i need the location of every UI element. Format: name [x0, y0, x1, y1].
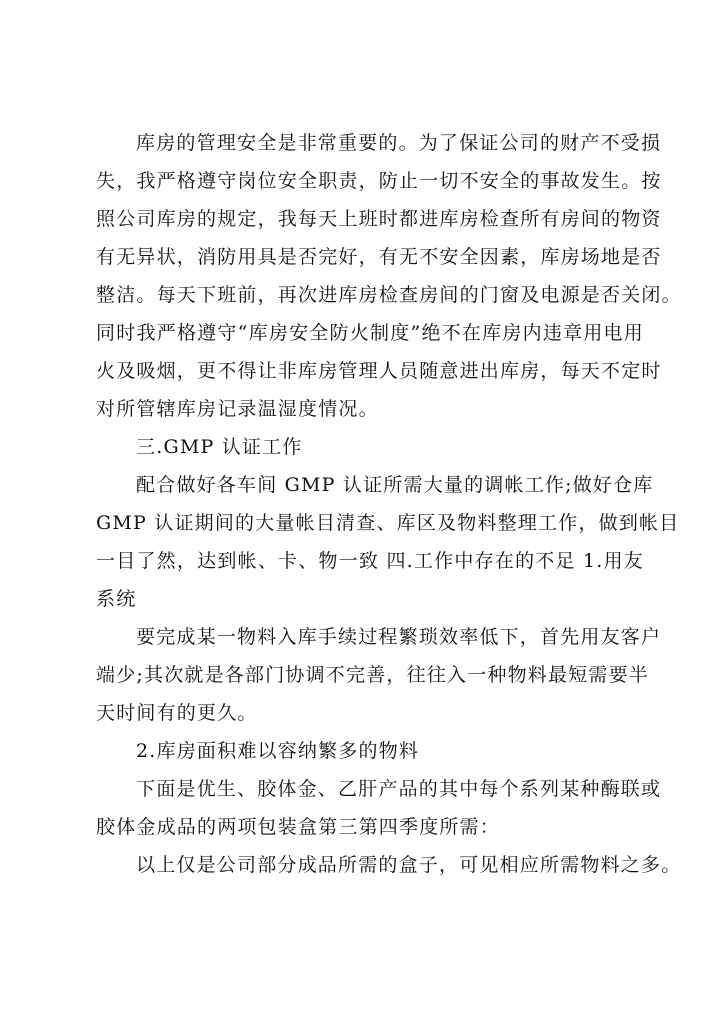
text-line: 火及吸烟，更不得让非库房管理人员随意进出库房，每天不定时 — [96, 360, 662, 382]
section-heading: 三.GMP 认证工作 — [136, 436, 303, 458]
section-heading: 2.库房面积难以容纳繁多的物料 — [136, 740, 420, 762]
text-line: GMP 认证期间的大量帐目清查、库区及物料整理工作，做到帐目 — [96, 512, 680, 534]
text-line: 有无异状，消防用具是否完好，有无不安全因素，库房场地是否 — [96, 246, 662, 268]
text-line: 配合做好各车间 GMP 认证所需大量的调帐工作;做好仓库 — [136, 474, 654, 496]
text-line: 失，我严格遵守岗位安全职责，防止一切不安全的事故发生。按 — [96, 170, 662, 192]
text-line: 天时间有的更久。 — [96, 702, 258, 724]
text-line: 对所管辖库房记录温湿度情况。 — [96, 398, 379, 420]
text-line: 一目了然，达到帐、卡、物一致 四.工作中存在的不足 1.用友 — [96, 550, 644, 572]
text-line: 系统 — [96, 588, 137, 610]
text-line: 下面是优生、胶体金、乙肝产品的其中每个系列某种酶联或 — [136, 778, 662, 800]
text-line: 端少;其次就是各部门协调不完善，往往入一种物料最短需要半 — [96, 664, 650, 686]
text-line: 照公司库房的规定，我每天上班时都进库房检查所有房间的物资 — [96, 208, 662, 230]
text-line: 整洁。每天下班前，再次进库房检查房间的门窗及电源是否关闭。 — [96, 284, 682, 306]
text-line: 同时我严格遵守“库房安全防火制度”绝不在库房内违章用电用 — [96, 322, 644, 344]
text-line: 以上仅是公司部分成品所需的盒子，可见相应所需物料之多。 — [136, 854, 682, 876]
text-line: 库房的管理安全是非常重要的。为了保证公司的财产不受损 — [136, 132, 662, 154]
text-line: 要完成某一物料入库手续过程繁琐效率低下，首先用友客户 — [136, 626, 662, 648]
text-line: 胶体金成品的两项包装盒第三第四季度所需： — [96, 816, 501, 838]
document-body — [96, 124, 682, 884]
